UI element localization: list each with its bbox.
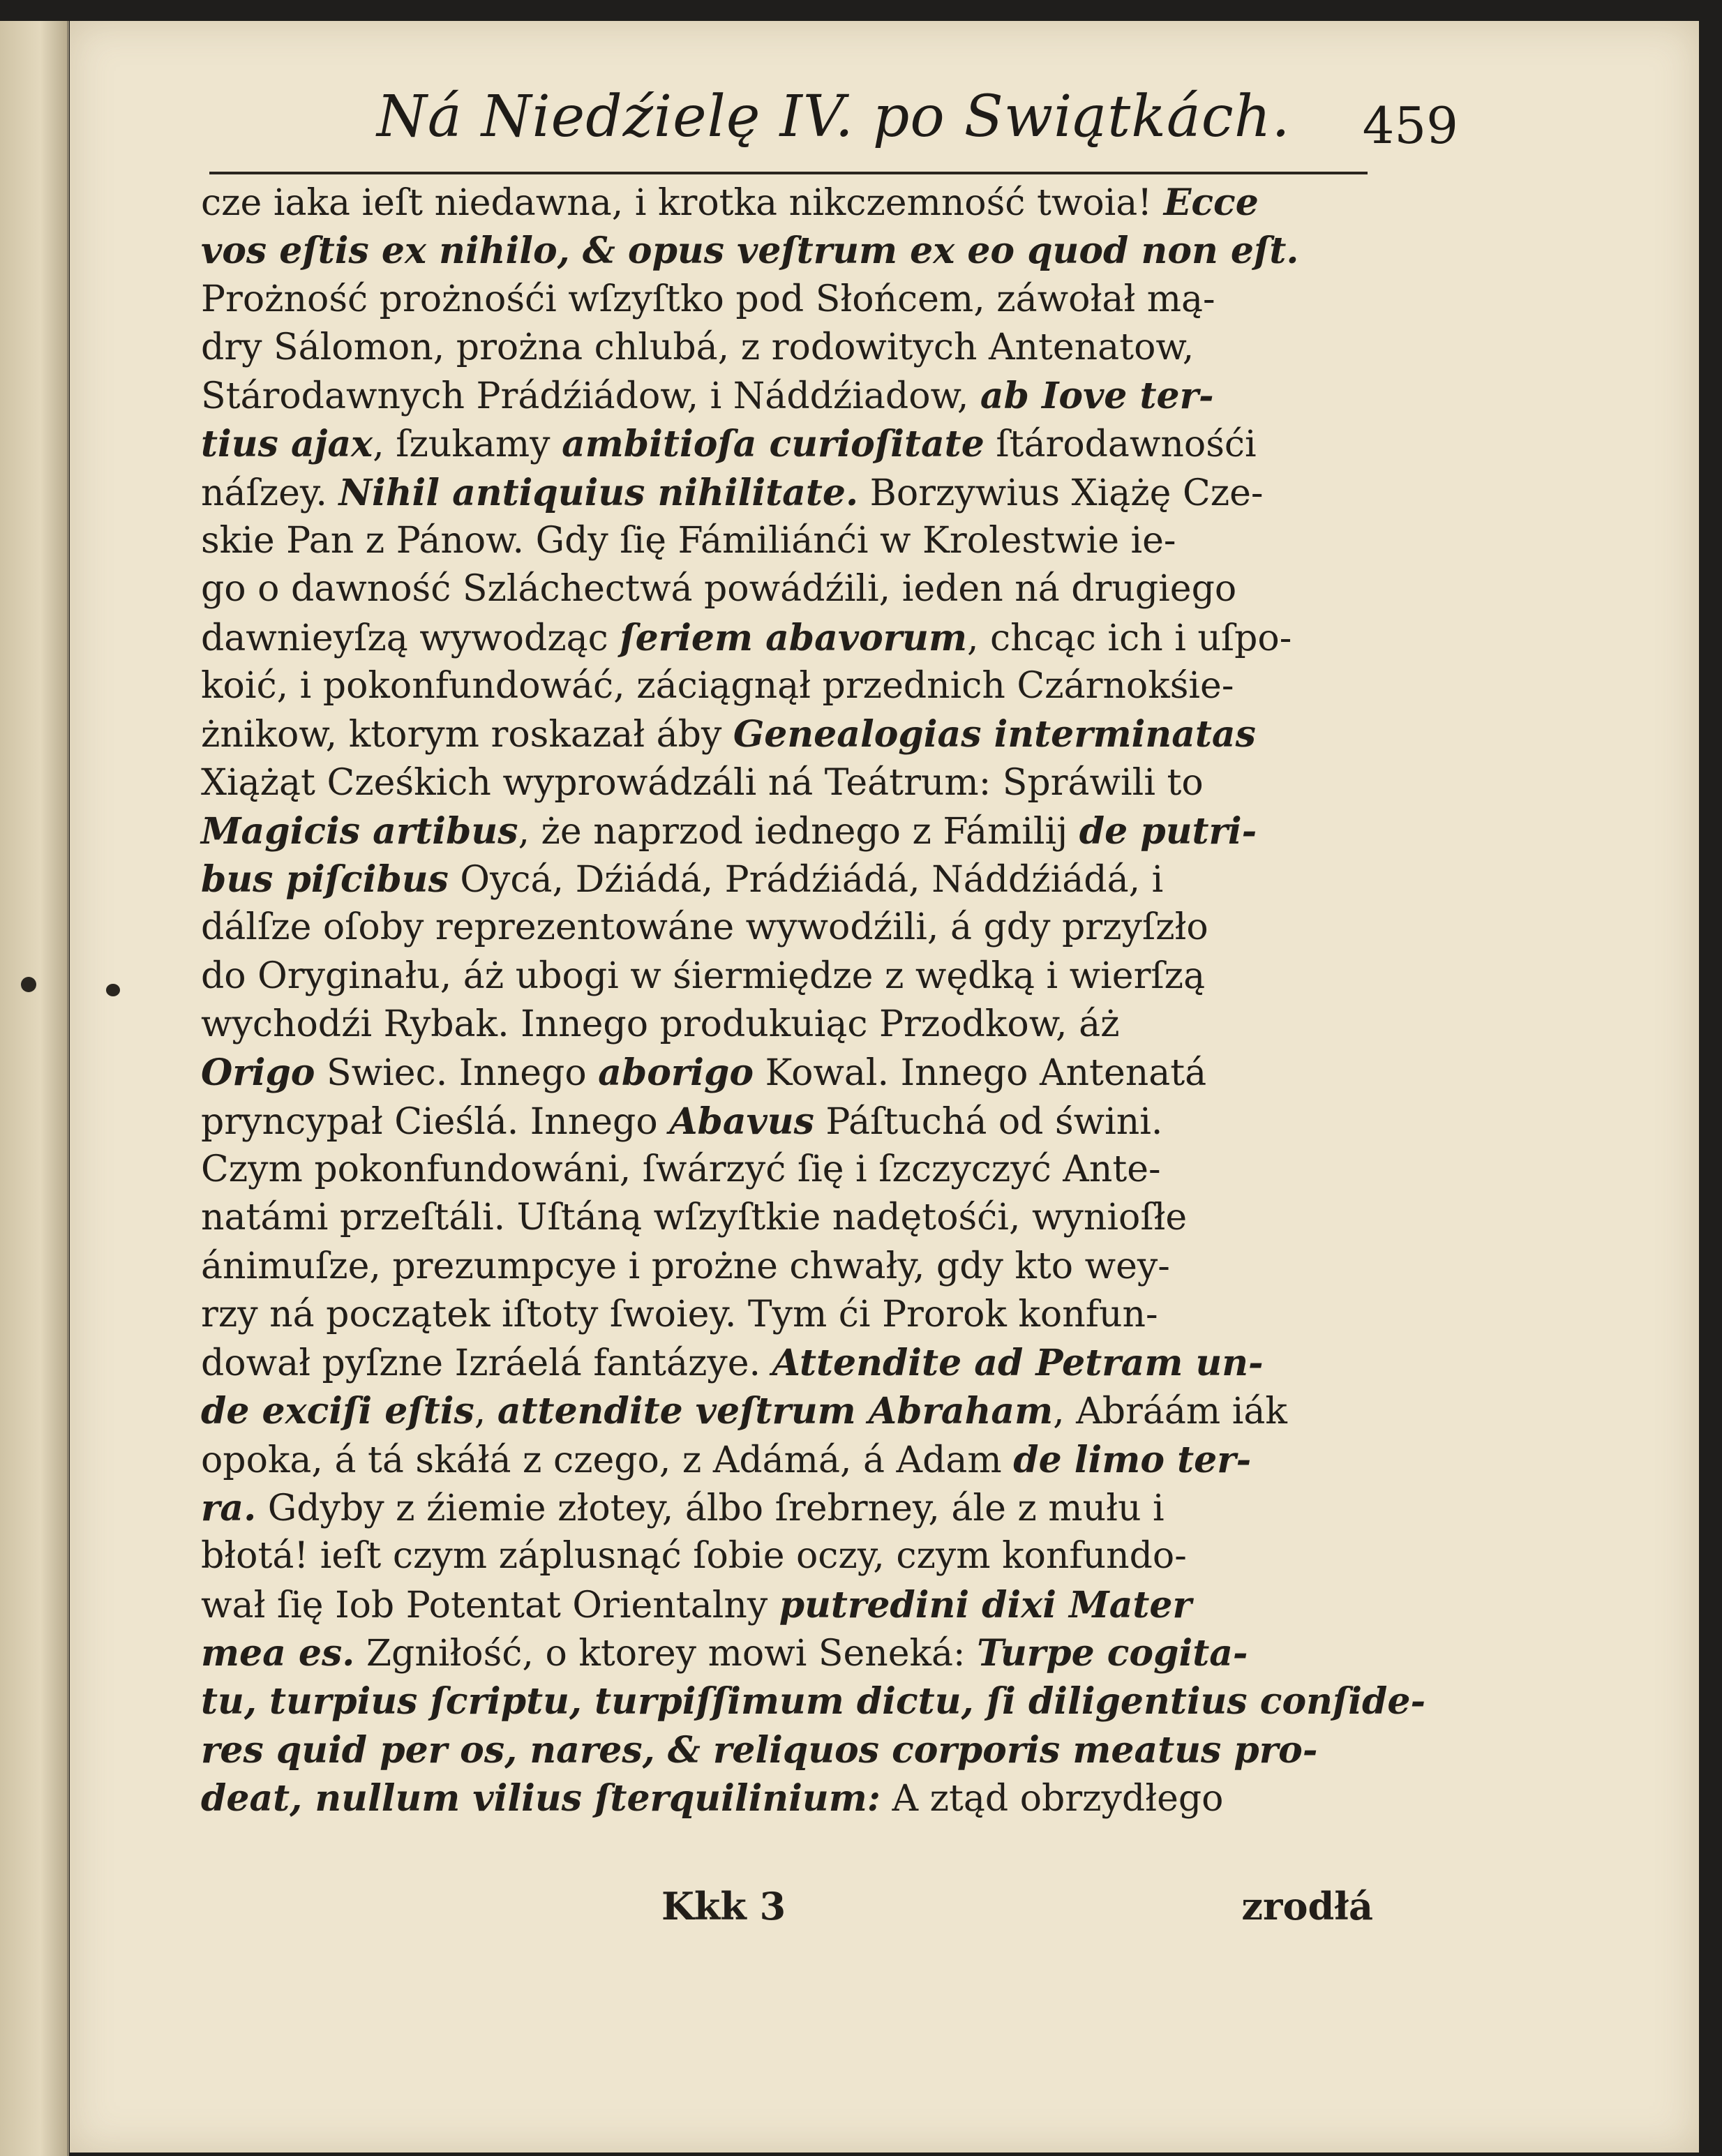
text-segment: żnikow, ktorym roskazał áby	[201, 714, 733, 756]
text-segment: , ſzukamy	[373, 424, 562, 466]
text-line	[201, 324, 1373, 372]
text-line	[201, 1243, 1373, 1291]
text-segment: skie Pan z Pánow. Gdy ſię Fámiliánći w Krolestwie ie-	[201, 520, 1176, 562]
latin-italic-text: Ecce	[1163, 181, 1259, 224]
text-segment: ,	[474, 1391, 497, 1433]
running-head: Ná Niedźielę IV. po Swiątkách.	[377, 84, 1291, 150]
signature-mark: Kkk 3	[661, 1884, 786, 1929]
text-segment: , Abráám iák	[1053, 1391, 1287, 1433]
text-line	[201, 1339, 1373, 1387]
text-segment: Oycá, Dźiádá, Prádźiádá, Náddźiádá, i	[448, 859, 1164, 901]
latin-italic-text: de limo ter-	[1013, 1438, 1252, 1481]
text-segment: dálſze oſoby reprezentowáne wywodźili, á gdy przyſzło	[201, 906, 1208, 949]
text-line	[201, 1677, 1426, 1725]
latin-italic-text: tu, turpius ſcriptu, turpiſſimum dictu, ſi diligentius conſide-	[201, 1680, 1426, 1723]
text-segment: opoka, á tá skáłá z czego, z Adámá, á Adam	[201, 1439, 1014, 1481]
text-segment: Xiążąt Cześkich wyprowádzáli ná Teátrum: Spráwili to	[201, 761, 1204, 804]
text-line	[201, 227, 1373, 275]
latin-italic-text: aborigo	[598, 1051, 754, 1095]
text-segment: natámi przeſtáli. Uſtáną wſzyſtkie nadętośći, wynioſłe	[201, 1197, 1188, 1239]
latin-italic-text: Magicis artibus	[201, 809, 518, 853]
latin-italic-text: attendite veſtrum Abraham	[497, 1390, 1054, 1433]
text-line	[201, 1146, 1373, 1194]
text-segment: A ztąd obrzydłego	[880, 1777, 1224, 1820]
text-line	[201, 179, 1373, 227]
text-segment: go o dawność Szláchectwá powádźili, ieden ná drugiego	[201, 568, 1237, 611]
text-segment: Borzywius Xiążę Cze-	[858, 472, 1264, 514]
text-segment: dry Sálomon, prożna chlubá, z rodowitych Antenatow,	[201, 326, 1195, 368]
latin-italic-text: ſeriem abavorum	[620, 616, 967, 659]
latin-italic-text: Turpe cogita-	[977, 1631, 1248, 1675]
text-segment: , chcąc ich i uſpo-	[966, 617, 1292, 659]
latin-italic-text: ra.	[201, 1487, 257, 1530]
latin-italic-text: putredini dixi Mater	[779, 1583, 1192, 1626]
text-line	[201, 1049, 1373, 1097]
text-line	[201, 1001, 1373, 1049]
latin-italic-text: Abavus	[669, 1100, 814, 1143]
text-segment: ánimuſze, prezumpcye i prożne chwały, gdy kto wey-	[201, 1245, 1170, 1287]
text-segment: Swiec. Innego	[315, 1052, 599, 1095]
text-segment: dował pyſzne Izráelá fantázye.	[201, 1342, 772, 1385]
page-header	[293, 84, 1458, 160]
body-text	[201, 179, 1426, 1822]
text-segment: wychodźi Rybak. Innego produkuiąc Przodkow, áż	[201, 1003, 1120, 1046]
text-line	[201, 420, 1373, 468]
text-segment: , że naprzod iednego z Fámilij	[518, 810, 1079, 853]
text-segment: wał ſię Iob Potentat Orientalny	[201, 1584, 779, 1626]
text-line	[201, 759, 1373, 807]
text-line	[201, 1436, 1373, 1484]
text-segment: rzy ná początek iſtoty ſwoiey. Tym ći Prorok konfun-	[201, 1293, 1158, 1335]
text-line	[201, 276, 1373, 324]
text-line	[201, 1098, 1373, 1146]
catchword: zrodłá	[1241, 1884, 1373, 1929]
text-line	[201, 1484, 1373, 1532]
text-line	[201, 565, 1373, 613]
latin-italic-text: de putri-	[1079, 809, 1257, 853]
text-line	[201, 372, 1373, 420]
text-line	[201, 807, 1373, 855]
text-segment: Stárodawnych Prádźiádow, i Náddźiadow,	[201, 375, 980, 418]
text-line	[201, 1774, 1373, 1822]
latin-italic-text: de exciſi eſtis	[201, 1390, 474, 1433]
text-segment: Gdyby z źiemie złotey, álbo ſrebrney, ále z mułu i	[256, 1488, 1165, 1530]
text-segment: Prożność prożnośći wſzyſtko pod Słońcem, záwołał mą-	[201, 278, 1215, 320]
header-rule	[209, 172, 1368, 174]
text-segment: błotá! ieſt czym záplusnąć ſobie oczy, czym konfundo-	[201, 1535, 1187, 1578]
text-segment: Zgniłość, o ktorey mowi Seneká:	[354, 1632, 978, 1675]
text-segment: cze iaka ieſt niedawna, i krotka nikczemność twoia!	[201, 182, 1164, 224]
text-line	[201, 1532, 1373, 1580]
latin-italic-text: bus piſcibus	[201, 858, 449, 901]
text-line	[201, 1726, 1373, 1774]
text-line	[201, 614, 1373, 662]
latin-italic-text: mea es.	[201, 1631, 355, 1675]
facing-page-edge	[0, 21, 69, 2156]
page-number: 459	[1362, 96, 1458, 155]
text-line	[201, 1387, 1373, 1435]
text-line	[201, 517, 1373, 565]
text-segment: ſtárodawnośći	[984, 424, 1257, 466]
ink-spot	[21, 977, 36, 992]
latin-italic-text: ambitioſa curioſitate	[562, 423, 984, 466]
text-line	[201, 1629, 1373, 1677]
text-segment: koić, i pokonfundowáć, záciągnął przednich Czárnokśie-	[201, 664, 1234, 707]
latin-italic-text: ab Iove ter-	[980, 375, 1214, 418]
text-line	[201, 710, 1373, 758]
text-line	[201, 1581, 1373, 1629]
text-line	[201, 469, 1373, 517]
text-line	[201, 855, 1373, 904]
text-line	[201, 952, 1373, 1001]
ink-spot	[106, 984, 120, 996]
latin-italic-text: res quid per os, nares, & reliquos corporis meatus pro-	[201, 1728, 1318, 1772]
text-line	[201, 1194, 1373, 1242]
text-segment: Páſtuchá od świni.	[814, 1100, 1163, 1143]
text-segment: dawnieyſzą wywodząc	[201, 617, 620, 659]
text-segment: Czym pokonfundowáni, ſwárzyć ſię i ſzczyczyć Ante-	[201, 1148, 1161, 1190]
latin-italic-text: Origo	[201, 1051, 315, 1095]
latin-italic-text: tius ajax	[201, 423, 373, 466]
text-line	[201, 1291, 1373, 1339]
text-segment: pryncypał Cieślá. Innego	[201, 1100, 670, 1143]
text-line	[201, 662, 1373, 710]
latin-italic-text: Nihil antiquius nihilitate.	[338, 471, 859, 514]
latin-italic-text: Genealogias interminatas	[733, 713, 1256, 756]
text-line	[201, 904, 1373, 952]
latin-italic-text: Attendite ad Petram un-	[772, 1342, 1264, 1385]
text-segment: Kowal. Innego Antenatá	[754, 1052, 1207, 1095]
text-segment: náſzey.	[201, 472, 339, 514]
page-footer	[201, 1884, 1373, 1947]
latin-italic-text: deat, nullum vilius ſterquilinium:	[201, 1776, 881, 1820]
latin-italic-text: vos eſtis ex nihilo, & opus veſtrum ex eo quod non eſt.	[201, 230, 1299, 273]
text-segment: do Oryginału, áż ubogi w śiermiędze z wędką i wierſzą	[201, 955, 1206, 997]
